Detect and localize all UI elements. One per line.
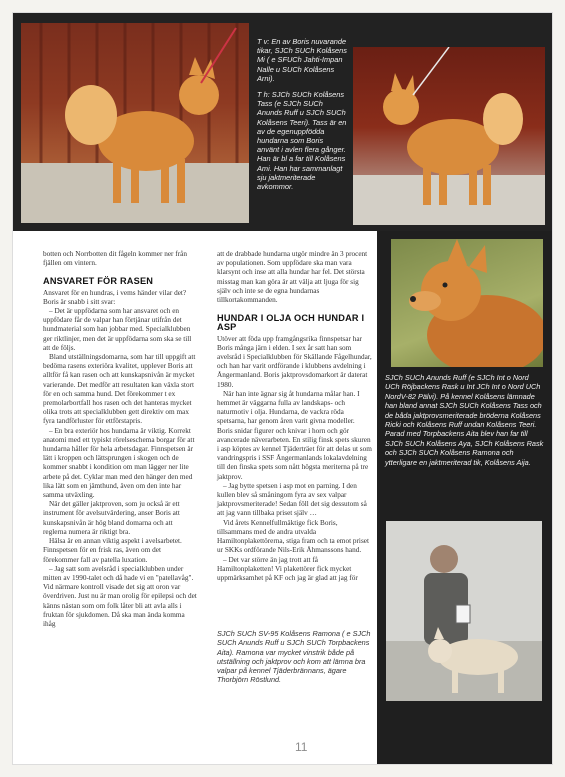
column2-paragraph: När han inte ägnar sig åt hundarna målar han. I hemmet är väggarna fulla av landskaps- och naturmotiv i olja. Hundarna, de vackra röda spetsarna, har genom åren varit givna modeller. Boris snidar figurer och knivar i horn och gör avancerade näverarbeten. En stilig finsk spets skuren i asp köptes av kennel Tjäderträet för att delas ut som vandringspris i SSF Ångermanlands lokalavdelning till den finska spets som nått högsta meriterna på tre jaktprov. [217, 389, 372, 481]
caption-bottom: SJCh SUCh SV-95 Kolåsens Ramona ( e SJCh SUCh Anunds Ruff u SJCh SUCh Torpbackens Aita). Ramona var mycket vinstrik både på utställning och jaktprov och kom att lämna bra valpar på kennel Tjäderbrännans, ägare Thorbjörn Röstlund. [217, 629, 371, 685]
column1-paragraph: Ansvaret för en hundras, i vems händer vilar det? Boris är snabb i sitt svar: [43, 288, 187, 306]
photo-dog-ruff [391, 239, 543, 367]
caption-top-left: T v: En av Boris nuvarande tikar, SJCh SUCh Kolåsens Mi ( e SFUCh Jahti-Impan Nalle u SUCh Kolåsens Arni). [257, 37, 347, 83]
column1-paragraph: – Det är uppfödarna som har ansvaret och en uppfödare får de valpar han förtjänar utifrån det hundmaterial som han jobbar med. Specialklubben ger riktlinjer, men det är uppfödarna som ska se till att de följs. [43, 307, 192, 352]
caption-top-right: T h: SJCh SUCh Kolåsens Tass (e SJCh SUCh Anunds Ruff u SJCh SUCh Kolåsens Teeri). Tass är en av de egenuppfödda hundarna som Boris använt i avlen flera gånger. Han är bl a far till Kolåsens Ami. Han har sammanlagt sju jaktmeriterade avkommor. [257, 90, 347, 192]
column2-paragraph: – Det var större än jag trott att få Hamiltonplaketten! Vi plakettörer fick mycket uppmärksamhet på KF och jag är glad att jag för [217, 555, 358, 582]
caption-side: SJCh SUCh Anunds Ruff (e SJCh Int o Nord UCh Röjbackens Rask u Int JCh Int o Nord UCh NordV-82 Pälvi). På kennel Kolåsens lämnade han bland annat SJCh SUCh Kolåsens Tass och de båda jaktprovsmeriterade bröderna Kolåsens Ricki och Kolåsens Ruff undan Kolåsens Teeri. Parad med Torpbackens Aita blev han far till SJCh SUCh Kolåsens Aya, SJCh Kolåsens Rask och SJCh SUCh Kolåsens Ramona och ytterligare en jaktmeriterad tik, Kolåsens Aija. [385, 373, 544, 467]
column2-intro: att de drabbade hundarna utgör mindre än 3 procent av populationen. Som uppfödare ska man vara klarsynt och inse att alla hundar har fel. Det största misstag man kan göra är att välja att ljuga för sig själv och inte se de egna hundarnas tillkortakommanden. [217, 250, 368, 305]
top-captions [257, 37, 347, 198]
page-number: 11 [295, 740, 308, 754]
text-column-2 [217, 250, 372, 583]
photo-ramona-with-owner [386, 521, 542, 701]
photo-dog-mi [21, 23, 249, 223]
heading-hundar-i-olja: HUNDAR I OLJA OCH HUNDAR I ASP [217, 313, 365, 333]
column2-paragraph: Vid årets Kennelfullmäktige fick Boris, tillsammans med de andra utvalda Hamiltonplakettörerna, stiga fram och ta emot priset ur SKKs ordförande Nils-Erik Åhmanssons hand. [217, 518, 369, 555]
photo-dog-tass [353, 47, 545, 225]
magazine-page [12, 12, 553, 765]
column1-paragraph: – Jag satt som avelsråd i specialklubben under mitten av 1990-talet och då hade vi en "patellavåg". Vid närmare kontroll visade det sig att oron var överdriven. Just nu är man orolig för epilepsi och det känns nästan som om folk låter bli att avla alls i fruktan för sjukdomen. Då ska man ända komma ihåg [43, 564, 197, 628]
column1-paragraph: Hälsa är en annan viktig aspekt i avelsarbetet. Finnspetsen för en frisk ras, även om det förekommer fall av patella luxation. [43, 537, 182, 564]
column1-paragraph: – En bra exteriör hos hundarna är viktig. Korrekt anatomi med ett typiskt rörelseschema borgar för att hundarna håller för hela arbetsdagar. Finnspetsen är lätt i kroppen och lättsprungen i skogen och de kommer snabbt i kondition om man lägger ner lite arbete på det. Cyklar man med den hänger den med lika lätt som en jämthund, även om den inte har samma utväxling. [43, 426, 195, 500]
column2-paragraph: – Jag bytte spetsen i asp mot en parning. I den kullen blev så småningom fyra av sex valpar jaktprovsmeriterade! Sedan föll det sig dessutom så att jag vann tillbaka priset själv … [217, 481, 367, 518]
column1-intro: botten och Norrbotten dit fågeln kommer ner från fjällen om vintern. [43, 250, 187, 268]
column1-paragraph: När det gäller jaktproven, som ju också är ett instrument för avelsutvärdering, anser Boris att kunskapsnivån är hög bland domarna och att reglerna numera är riktigt bra. [43, 500, 180, 536]
text-column-1 [43, 250, 198, 629]
column2-paragraph: Utöver att föda upp framgångsrika finnspetsar har Boris många järn i elden. I sex år satt han som avelsråd i Specialklubben för Skällande Fågelhundar, och han har varit ordförande i klubbens avdelning i Ångermanland. Boris jaktprovsdomarkort är daterat 1980. [217, 334, 372, 389]
heading-ansvaret: ANSVARET FÖR RASEN [43, 276, 154, 287]
column1-paragraph: Bland utställningsdomarna, som har till uppgift att bedöma rasens exteriöra kvalitet, upplever Boris att alltför få kan rasen och att kunskapsnivån är mycket varierande. Det medför att resultaten kan växla stort för en och samma hund. Det förekommer t ex premolarbortfall hos rasen och det hanteras mycket olika trots att specialklubben gett direktiv om max fyra tandförluster för ettförstapris. [43, 353, 196, 426]
